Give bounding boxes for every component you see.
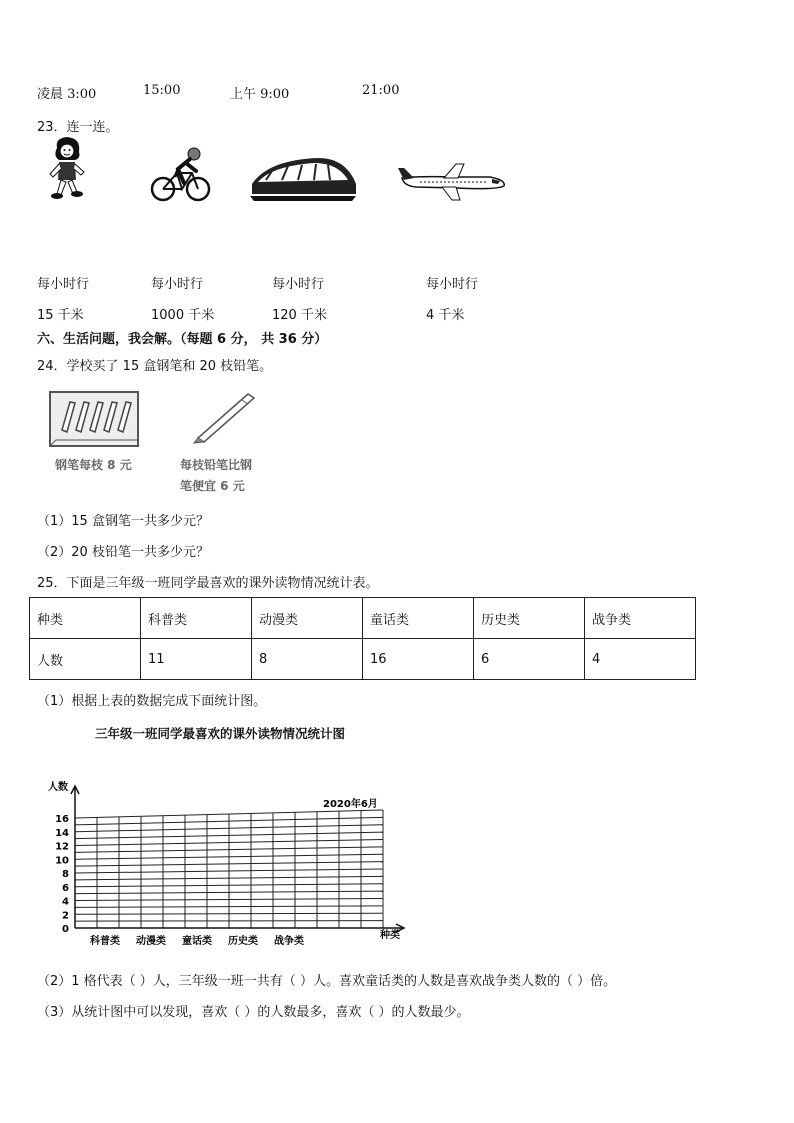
speed-value-1: 15 千米 [37, 308, 84, 323]
y-tick-label: 12 [55, 841, 69, 853]
reading-stats-table [29, 597, 696, 680]
y-tick-label: 8 [62, 869, 69, 880]
table-cell: 童话类 [363, 598, 474, 639]
cyclist-picture [150, 145, 212, 205]
q25-title: 25．下面是三年级一班同学最喜欢的课外读物情况统计表。 [37, 576, 379, 591]
category-label: 历史类 [228, 936, 258, 947]
table-cell: 4 [585, 639, 696, 680]
speed-prefix-3: 每小时行 [272, 277, 325, 292]
pencil-price-caption-line2: 笔便宜 6 元 [180, 479, 245, 493]
speed-value-2: 1000 千米 [151, 308, 215, 323]
y-tick-label: 10 [55, 855, 69, 867]
q24-sub2: （2）20 枝铅笔一共多少元？ [37, 545, 209, 560]
y-tick-label: 0 [62, 924, 69, 935]
table-cell: 科普类 [141, 598, 252, 639]
category-label: 童话类 [182, 936, 212, 947]
airplane-picture [396, 162, 508, 202]
y-tick-label: 14 [55, 827, 69, 839]
y-tick-label: 16 [55, 814, 69, 825]
q24-title: 24．学校买了 15 盒钢笔和 20 枝铅笔。 [37, 359, 273, 374]
high-speed-train-picture [248, 154, 358, 202]
pen-box-picture [48, 390, 140, 448]
speed-prefix-1: 每小时行 [37, 277, 90, 292]
y-tick-label: 6 [62, 882, 69, 894]
y-tick-label: 4 [62, 896, 69, 908]
section-6-heading: 六、生活问题，我会解。（每题 6 分， 共 36 分） [37, 332, 328, 347]
category-label: 战争类 [274, 936, 304, 947]
table-cell: 人数 [30, 639, 141, 680]
q24-sub1: （1）15 盒钢笔一共多少元？ [37, 514, 209, 529]
time-label-1: 凌晨 3:00 [37, 87, 97, 102]
table-row [30, 598, 696, 639]
speed-value-3: 120 千米 [272, 308, 327, 323]
table-cell: 11 [141, 639, 252, 680]
table-cell: 战争类 [585, 598, 696, 639]
q25-sub3: （3）从统计图中可以发现，喜欢（ ）的人数最多，喜欢（ ）的人数最少。 [37, 1005, 470, 1020]
category-label: 科普类 [90, 936, 120, 947]
y-axis-label: 人数 [48, 782, 68, 793]
chart-title: 三年级一班同学最喜欢的课外读物情况统计图 [95, 726, 346, 741]
table-row [30, 639, 696, 680]
table-cell: 历史类 [474, 598, 585, 639]
time-label-3: 上午 9:00 [230, 87, 290, 102]
table-cell: 动漫类 [252, 598, 363, 639]
speed-prefix-2: 每小时行 [151, 277, 204, 292]
bar-chart-grid [40, 770, 420, 955]
time-label-4: 21:00 [362, 83, 400, 98]
y-tick-label: 2 [62, 910, 69, 922]
chart-date: 2020年6月 [323, 799, 378, 810]
time-label-2: 15:00 [143, 83, 181, 98]
q23-title: 23．连一连。 [37, 120, 119, 135]
pen-price-caption: 钢笔每枝 8 元 [55, 458, 132, 472]
speed-prefix-4: 每小时行 [426, 277, 479, 292]
q25-sub2: （2）1 格代表（ ）人，三年级一班一共有（ ）人。喜欢童话类的人数是喜欢战争类人数的（ ）倍。 [37, 974, 617, 989]
x-axis-label: 种类 [380, 930, 400, 941]
walking-child-picture [45, 136, 90, 202]
category-label: 动漫类 [136, 936, 166, 947]
table-cell: 16 [363, 639, 474, 680]
q25-sub1: （1）根据上表的数据完成下面统计图。 [37, 694, 267, 709]
pencil-picture [192, 388, 258, 444]
table-cell: 6 [474, 639, 585, 680]
pencil-price-caption-line1: 每枝铅笔比钢 [180, 458, 253, 472]
table-cell: 种类 [30, 598, 141, 639]
speed-value-4: 4 千米 [426, 308, 465, 323]
table-cell: 8 [252, 639, 363, 680]
